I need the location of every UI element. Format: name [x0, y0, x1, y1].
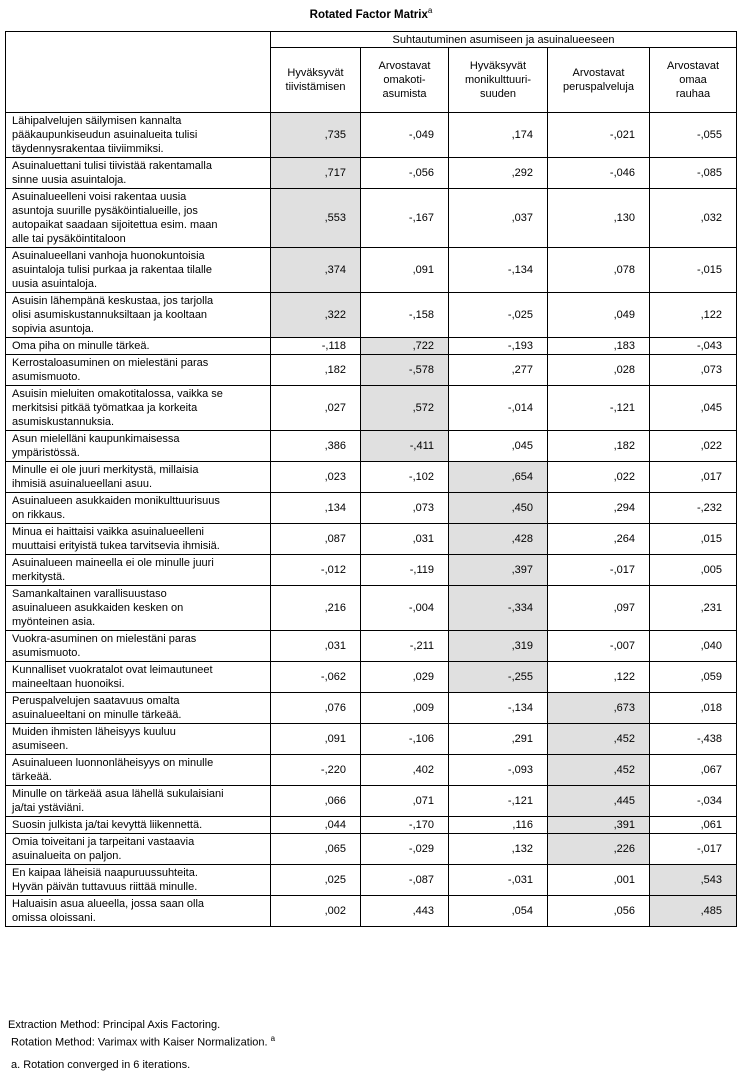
- row-label: [6, 786, 271, 817]
- loading-value: -,021: [548, 113, 650, 158]
- row-label-line: ihmisiä asuinalueellani asuu.: [12, 478, 153, 490]
- loading-value: ,059: [650, 662, 737, 693]
- loading-value: -,119: [361, 555, 449, 586]
- row-label-line: Minulle ei ole juuri merkitystä, millaisia: [12, 464, 199, 476]
- column-header-line: Arvostavat: [378, 60, 431, 72]
- loading-value: ,015: [650, 524, 737, 555]
- extraction-method: Extraction Method: Principal Axis Factoring.: [8, 1019, 221, 1031]
- group-header-row: [6, 32, 737, 48]
- loading-value: ,002: [271, 896, 361, 927]
- row-label-line: Asun mielelläni kaupunkimaisessa: [12, 433, 180, 445]
- loading-value: ,391: [548, 817, 650, 834]
- row-label: [6, 431, 271, 462]
- row-label-line: muuttaisi erityistä tukea tarvitsevia ihmisiä.: [12, 540, 220, 552]
- column-header-1: [271, 48, 361, 113]
- loading-value: -,031: [449, 865, 548, 896]
- loading-value: ,022: [548, 462, 650, 493]
- loading-value: -,158: [361, 293, 449, 338]
- loading-value: ,292: [449, 158, 548, 189]
- loading-value: ,061: [650, 817, 737, 834]
- loading-value: ,076: [271, 693, 361, 724]
- loading-value: ,452: [548, 755, 650, 786]
- loading-value: -,015: [650, 248, 737, 293]
- loading-value: -,062: [271, 662, 361, 693]
- table-row: [6, 386, 737, 431]
- loading-value: -,034: [650, 786, 737, 817]
- loading-value: ,386: [271, 431, 361, 462]
- rotated-factor-matrix-table: [5, 31, 737, 927]
- loading-value: ,078: [548, 248, 650, 293]
- loading-value: ,066: [271, 786, 361, 817]
- row-label: [6, 755, 271, 786]
- loading-value: ,028: [548, 355, 650, 386]
- row-label-line: asuinalueita on paljon.: [12, 850, 122, 862]
- loading-value: ,673: [548, 693, 650, 724]
- table-row: [6, 586, 737, 631]
- column-header-line: rauhaa: [675, 88, 711, 100]
- row-label-line: alle tai pysäköintitaloon: [12, 233, 126, 245]
- table-row: [6, 865, 737, 896]
- column-header-line: Arvostavat: [667, 60, 719, 72]
- row-label-line: Muiden ihmisten läheisyys kuuluu: [12, 726, 176, 738]
- row-label-line: asuinalueeltani on minulle tärkeää.: [12, 709, 182, 721]
- loading-value: ,428: [449, 524, 548, 555]
- row-label-line: Omia toiveitani ja tarpeitani vastaavia: [12, 836, 195, 848]
- group-header: Suhtautuminen asumiseen ja asuinalueeseen: [271, 32, 737, 48]
- row-label-line: Oma piha on minulle tärkeä.: [12, 340, 150, 352]
- row-label-line: omissa oloissani.: [12, 912, 96, 924]
- loading-value: ,027: [271, 386, 361, 431]
- row-label: [6, 724, 271, 755]
- loading-value: -,106: [361, 724, 449, 755]
- loading-value: ,025: [271, 865, 361, 896]
- row-label: [6, 493, 271, 524]
- loading-value: -,014: [449, 386, 548, 431]
- table-row: [6, 524, 737, 555]
- row-label: [6, 662, 271, 693]
- loading-value: ,291: [449, 724, 548, 755]
- loading-value: -,093: [449, 755, 548, 786]
- loading-value: ,087: [271, 524, 361, 555]
- row-label-line: merkitsisi pitkää työmatkaa ja korkeita: [12, 402, 198, 414]
- title-superscript: a: [427, 6, 433, 15]
- loading-value: ,065: [271, 834, 361, 865]
- loading-value: ,572: [361, 386, 449, 431]
- row-label-line: Lähipalvelujen säilymisen kannalta: [12, 115, 182, 127]
- loading-value: ,056: [548, 896, 650, 927]
- rotation-method: Rotation Method: Varimax with Kaiser Normalization. $^a$: [11, 1034, 276, 1049]
- row-label-line: asuinalueen asukkaiden kesken on: [12, 602, 184, 614]
- footnote-a: a. Rotation converged in 6 iterations.: [11, 1058, 191, 1071]
- loading-value: ,445: [548, 786, 650, 817]
- loading-value: ,073: [361, 493, 449, 524]
- loading-value: -,134: [449, 248, 548, 293]
- table-row: [6, 113, 737, 158]
- loading-value: -,017: [548, 555, 650, 586]
- row-label-line: ja/tai ystäviäni.: [12, 802, 85, 814]
- rotation-superscript: a: [270, 1034, 276, 1043]
- row-label-line: myönteinen asia.: [12, 616, 96, 628]
- row-label-line: sopivia asuntoja.: [12, 323, 94, 335]
- row-label-line: Suosin julkista ja/tai kevyttä liikennettä.: [12, 819, 203, 831]
- loading-value: -,118: [271, 338, 361, 355]
- row-label-line: maineeltaan huonoiksi.: [12, 678, 125, 690]
- row-label-line: Asuinalueen luonnonläheisyys on minulle: [12, 757, 214, 769]
- row-label: [6, 524, 271, 555]
- loading-value: ,009: [361, 693, 449, 724]
- loading-value: ,116: [449, 817, 548, 834]
- table-row: [6, 755, 737, 786]
- loading-value: -,017: [650, 834, 737, 865]
- loading-value: ,717: [271, 158, 361, 189]
- row-label-line: uusia asuintaloja.: [12, 278, 98, 290]
- table-row: [6, 158, 737, 189]
- loading-value: ,319: [449, 631, 548, 662]
- row-label-line: Asuinalueen asukkaiden monikulttuurisuus: [12, 495, 220, 507]
- row-label: [6, 817, 271, 834]
- row-label-line: Minulle on tärkeää asua lähellä sukulaisiani: [12, 788, 224, 800]
- loading-value: ,450: [449, 493, 548, 524]
- loading-value: ,553: [271, 189, 361, 248]
- row-label-line: Kerrostaloasuminen on mielestäni paras: [12, 357, 209, 369]
- column-header-line: asumista: [382, 88, 427, 100]
- column-header-4: [548, 48, 650, 113]
- loading-value: ,182: [271, 355, 361, 386]
- column-header-line: Arvostavat: [572, 67, 625, 79]
- row-label-line: on rikkaus.: [12, 509, 66, 521]
- row-label-line: Peruspalvelujen saatavuus omalta: [12, 695, 180, 707]
- row-label-line: Hyvän päivän tuttavuus riittää minulle.: [12, 881, 198, 893]
- table-row: [6, 189, 737, 248]
- table-row: [6, 724, 737, 755]
- row-label-line: asumismuoto.: [12, 647, 81, 659]
- loading-value: ,001: [548, 865, 650, 896]
- row-label: [6, 586, 271, 631]
- loading-value: ,374: [271, 248, 361, 293]
- loading-value: -,046: [548, 158, 650, 189]
- header-stub-bottom: [6, 48, 271, 113]
- row-label-line: Asuinalueellani vanhoja huonokuntoisia: [12, 250, 205, 262]
- table-row: [6, 293, 737, 338]
- row-label: [6, 293, 271, 338]
- row-label-line: Asuinaluettani tulisi tiivistää rakentamalla: [12, 160, 212, 172]
- loading-value: -,411: [361, 431, 449, 462]
- row-label: [6, 189, 271, 248]
- row-label: [6, 386, 271, 431]
- loading-value: ,023: [271, 462, 361, 493]
- row-label: [6, 865, 271, 896]
- loading-value: ,018: [650, 693, 737, 724]
- row-label: [6, 113, 271, 158]
- loading-value: ,040: [650, 631, 737, 662]
- loading-value: ,097: [548, 586, 650, 631]
- table-row: [6, 817, 737, 834]
- loading-value: ,045: [650, 386, 737, 431]
- row-label: [6, 693, 271, 724]
- row-label: [6, 338, 271, 355]
- loading-value: ,174: [449, 113, 548, 158]
- column-header-line: Hyväksyvät: [287, 67, 344, 79]
- loading-value: -,578: [361, 355, 449, 386]
- row-label: [6, 896, 271, 927]
- loading-value: ,049: [548, 293, 650, 338]
- row-label-line: sinne uusia asuintaloja.: [12, 174, 127, 186]
- row-label-line: asuntoja suurille pysäköintialueille, jos: [12, 205, 198, 217]
- loading-value: ,029: [361, 662, 449, 693]
- loading-value: -,025: [449, 293, 548, 338]
- table-row: [6, 248, 737, 293]
- loading-value: ,071: [361, 786, 449, 817]
- loading-value: -,211: [361, 631, 449, 662]
- loading-value: -,012: [271, 555, 361, 586]
- column-header-3: [449, 48, 548, 113]
- loading-value: ,022: [650, 431, 737, 462]
- loading-value: ,443: [361, 896, 449, 927]
- column-header-line: tiivistämisen: [285, 81, 346, 93]
- loading-value: ,322: [271, 293, 361, 338]
- row-label-line: asumiskustannuksia.: [12, 416, 115, 428]
- table-row: [6, 896, 737, 927]
- loading-value: ,032: [650, 189, 737, 248]
- loading-value: ,130: [548, 189, 650, 248]
- loading-value: ,402: [361, 755, 449, 786]
- table-row: [6, 693, 737, 724]
- loading-value: ,017: [650, 462, 737, 493]
- loading-value: -,255: [449, 662, 548, 693]
- loading-value: ,031: [271, 631, 361, 662]
- row-label: [6, 158, 271, 189]
- row-label-line: Haluaisin asua alueella, jossa saan olla: [12, 898, 205, 910]
- loading-value: -,004: [361, 586, 449, 631]
- loading-value: ,485: [650, 896, 737, 927]
- loading-value: ,045: [449, 431, 548, 462]
- table-row: [6, 355, 737, 386]
- loading-value: -,029: [361, 834, 449, 865]
- row-label: [6, 834, 271, 865]
- column-header-line: suuden: [479, 88, 517, 100]
- loading-value: -,121: [449, 786, 548, 817]
- row-label-line: En kaipaa läheisiä naapuruussuhteita.: [12, 867, 198, 879]
- column-header-5: [650, 48, 737, 113]
- loading-value: -,167: [361, 189, 449, 248]
- loading-value: ,005: [650, 555, 737, 586]
- loading-value: -,085: [650, 158, 737, 189]
- table-title: Rotated Factor Matrix$^a$: [309, 6, 433, 21]
- loading-value: -,055: [650, 113, 737, 158]
- column-header-line: Hyväksyvät: [469, 60, 527, 72]
- loading-value: -,102: [361, 462, 449, 493]
- loading-value: ,073: [650, 355, 737, 386]
- loading-value: -,438: [650, 724, 737, 755]
- loading-value: ,277: [449, 355, 548, 386]
- loading-value: -,134: [449, 693, 548, 724]
- loading-value: -,121: [548, 386, 650, 431]
- row-label: [6, 555, 271, 586]
- row-label-line: Vuokra-asuminen on mielestäni paras: [12, 633, 197, 645]
- header-stub-top: [6, 32, 271, 48]
- row-label: [6, 631, 271, 662]
- loading-value: ,054: [449, 896, 548, 927]
- loading-value: ,091: [271, 724, 361, 755]
- loading-value: ,044: [271, 817, 361, 834]
- table-row: [6, 834, 737, 865]
- loading-value: -,043: [650, 338, 737, 355]
- loading-value: ,722: [361, 338, 449, 355]
- row-label-line: Minua ei haittaisi vaikka asuinalueelleni: [12, 526, 205, 538]
- loading-value: ,226: [548, 834, 650, 865]
- loading-value: ,091: [361, 248, 449, 293]
- loading-value: ,397: [449, 555, 548, 586]
- row-label-line: autopaikat saadaan sijoitettua esim. maan: [12, 219, 218, 231]
- loading-value: ,067: [650, 755, 737, 786]
- table-row: [6, 493, 737, 524]
- loading-value: -,334: [449, 586, 548, 631]
- loading-value: ,037: [449, 189, 548, 248]
- row-label-line: Asuisin lähempänä keskustaa, jos tarjolla: [12, 295, 214, 307]
- loading-value: ,134: [271, 493, 361, 524]
- loading-value: -,170: [361, 817, 449, 834]
- loading-value: ,182: [548, 431, 650, 462]
- row-label-line: ympäristössä.: [12, 447, 80, 459]
- column-header-line: peruspalveluja: [563, 81, 634, 93]
- row-label-line: Samankaltainen varallisuustaso: [12, 588, 167, 600]
- table-row: [6, 631, 737, 662]
- loading-value: ,735: [271, 113, 361, 158]
- row-label: [6, 462, 271, 493]
- row-label-line: tärkeää.: [12, 771, 52, 783]
- row-label-line: asumismuoto.: [12, 371, 81, 383]
- table-row: [6, 555, 737, 586]
- loading-value: ,231: [650, 586, 737, 631]
- row-label: [6, 355, 271, 386]
- column-header-line: monikulttuuri-: [464, 74, 532, 86]
- row-label: [6, 248, 271, 293]
- row-label-line: pääkaupunkiseudun asuinalueita tulisi: [12, 129, 198, 141]
- row-label-line: Asuinalueen maineella ei ole minulle juuri: [12, 557, 214, 569]
- row-label-line: Asuisin mieluiten omakotitalossa, vaikka se: [12, 388, 223, 400]
- loading-value: -,007: [548, 631, 650, 662]
- row-label-line: täydennysrakentaa tiiviimmiksi.: [12, 143, 164, 155]
- loading-value: -,087: [361, 865, 449, 896]
- row-label-line: asuintaloja tulisi purkaa ja rakentaa tilalle: [12, 264, 212, 276]
- table-row: [6, 662, 737, 693]
- table-row: [6, 338, 737, 355]
- loading-value: ,543: [650, 865, 737, 896]
- loading-value: ,031: [361, 524, 449, 555]
- column-header-2: [361, 48, 449, 113]
- loading-value: -,193: [449, 338, 548, 355]
- loading-value: ,294: [548, 493, 650, 524]
- loading-value: ,122: [650, 293, 737, 338]
- column-header-line: omakoti-: [383, 74, 426, 86]
- loading-value: ,216: [271, 586, 361, 631]
- row-label-line: asumiseen.: [12, 740, 69, 752]
- loading-value: ,183: [548, 338, 650, 355]
- row-label-line: Kunnalliset vuokratalot ovat leimautuneet: [12, 664, 213, 676]
- table-row: [6, 786, 737, 817]
- loading-value: ,654: [449, 462, 548, 493]
- loading-value: -,056: [361, 158, 449, 189]
- loading-value: -,049: [361, 113, 449, 158]
- loading-value: ,264: [548, 524, 650, 555]
- row-label-line: merkitystä.: [12, 571, 66, 583]
- loading-value: ,452: [548, 724, 650, 755]
- row-label-line: olisi asumiskustannuksiltaan ja kooltaan: [12, 309, 208, 321]
- loading-value: -,220: [271, 755, 361, 786]
- table-row: [6, 462, 737, 493]
- row-label-line: Asuinalueelleni voisi rakentaa uusia: [12, 191, 187, 203]
- loading-value: ,132: [449, 834, 548, 865]
- footnotes: [8, 1018, 275, 1072]
- loading-value: -,232: [650, 493, 737, 524]
- table-row: [6, 431, 737, 462]
- column-header-row: [6, 48, 737, 113]
- loading-value: ,122: [548, 662, 650, 693]
- column-header-line: omaa: [679, 74, 707, 86]
